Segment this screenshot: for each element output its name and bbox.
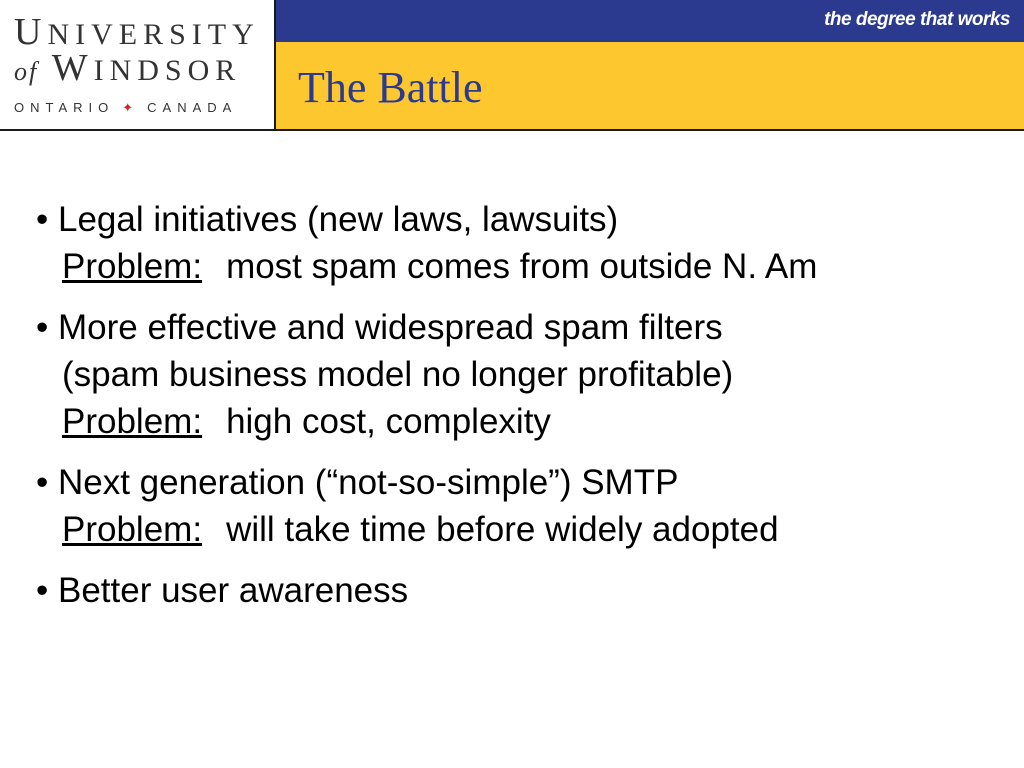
logo-location-text: ONTARIO ✦ CANADA: [14, 100, 238, 115]
problem-text: high cost, complexity: [226, 402, 551, 441]
tagline-bar: [276, 0, 1024, 42]
bullet-item: [36, 304, 1006, 445]
slide-title: The Battle: [298, 63, 483, 112]
bullet-item: [36, 459, 1006, 553]
logo-windsor-text: of WINDSOR: [14, 47, 242, 89]
bullet-text: • Better user awareness: [36, 571, 409, 610]
problem-label: Problem:: [62, 510, 203, 549]
problem-text: most spam comes from outside N. Am: [226, 247, 818, 286]
problem-text: will take time before widely adopted: [226, 510, 779, 549]
problem-line: [36, 506, 1006, 553]
tagline: the degree that works: [824, 9, 1010, 30]
problem-label: Problem:: [62, 402, 203, 441]
logo-university-text: UNIVERSITY: [14, 11, 260, 53]
problem-label: Problem:: [62, 247, 203, 286]
maple-leaf-icon: ✦: [122, 100, 134, 115]
bullet-text: • Legal initiatives (new laws, lawsuits): [36, 200, 619, 239]
title-bar: [276, 42, 1024, 130]
university-logo: [0, 0, 276, 130]
problem-line: [36, 398, 1006, 445]
bullet-text: • Next generation (“not-so-simple”) SMTP: [36, 463, 679, 502]
bullet-text: • More effective and widespread spam filters: [36, 308, 723, 347]
bullet-continuation: (spam business model no longer profitable): [62, 355, 734, 394]
slide-body: [36, 196, 1006, 628]
bullet-item: [36, 196, 1006, 290]
header-divider-vertical: [274, 0, 276, 130]
problem-line: [36, 243, 1006, 290]
bullet-item: [36, 567, 1006, 614]
header-divider-horizontal: [0, 129, 1024, 131]
